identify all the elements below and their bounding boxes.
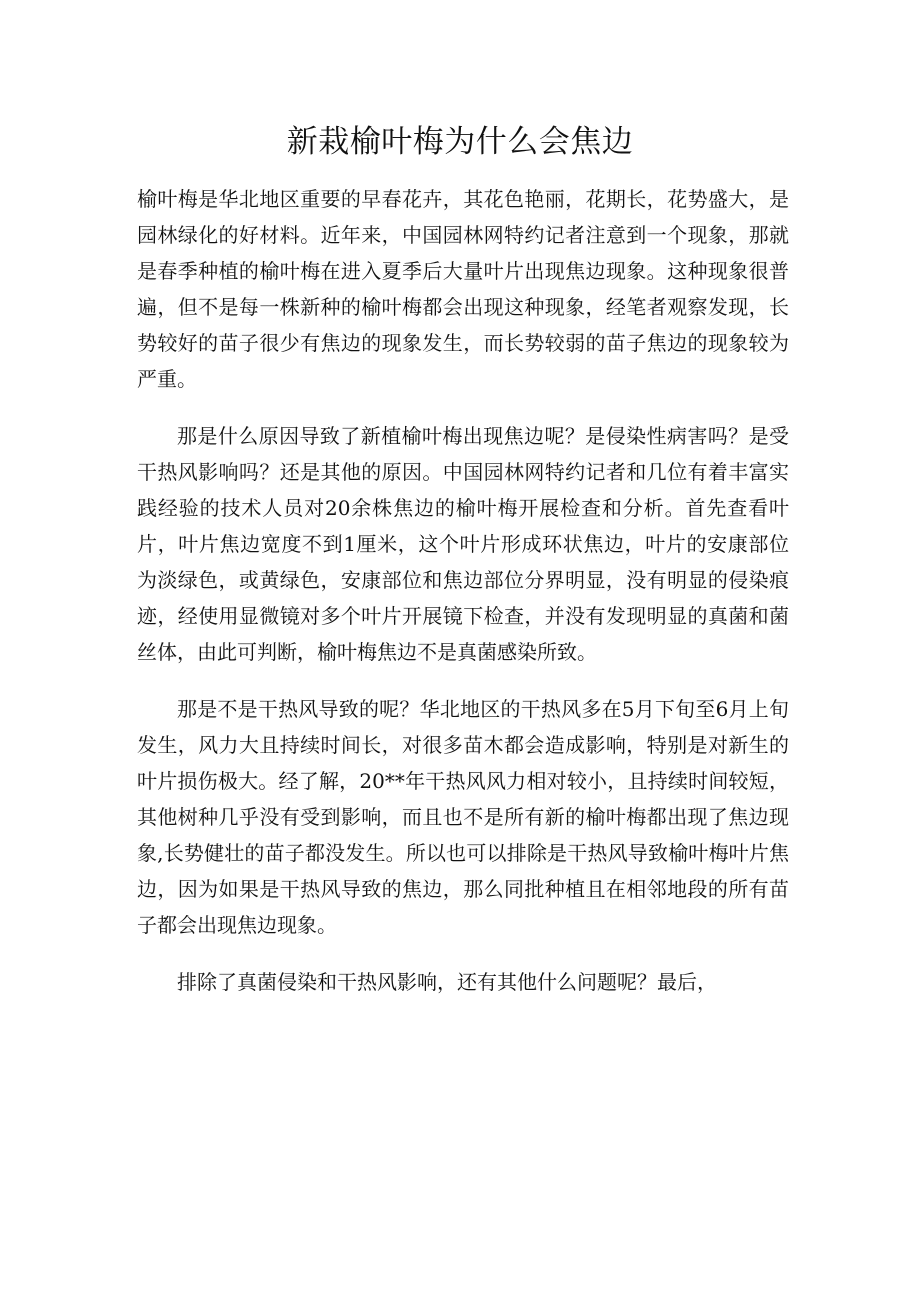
paragraph-4: 排除了真菌侵染和干热风影响，还有其他什么问题呢？最后， xyxy=(177,970,717,994)
document-body xyxy=(137,181,789,1000)
paragraph-2: 那是什么原因导致了新植榆叶梅出现焦边呢？是侵染性病害吗？是受干热风影响吗？还是其他的原因。中国园林网特约记者和几位有着丰富实践经验的技术人员对20余株焦边的榆叶梅开展检查和分析。首先查看叶片，叶片焦边宽度不到1厘米，这个叶片形成环状焦边，叶片的安康部位为淡绿色，或黄绿色，安康部位和焦边部位分界明显，没有明显的侵染痕迹，经使用显微镜对多个叶片开展镜下检查，并没有发现明显的真菌和菌丝体，由此可判断，榆叶梅焦边不是真菌感染所致。 xyxy=(137,424,789,664)
paragraph-3: 那是不是干热风导致的呢？华北地区的干热风多在5月下旬至6月上旬发生，风力大且持续时间长，对很多苗木都会造成影响，特别是对新生的叶片损伤极大。经了解，20**年干热风风力相对较小，且持续时间较短，其他树种几乎没有受到影响，而且也不是所有新的榆叶梅都出现了焦边现象,长势健壮的苗子都没发生。所以也可以排除是干热风导致榆叶梅叶片焦边，因为如果是干热风导致的焦边，那么同批种植且在相邻地段的所有苗子都会出现焦边现象。 xyxy=(137,697,789,937)
document-title: 新栽榆叶梅为什么会焦边 xyxy=(286,124,634,160)
paragraph-1: 榆叶梅是华北地区重要的早春花卉，其花色艳丽，花期长，花势盛大，是园林绿化的好材料。近年来，中国园林网特约记者注意到一个现象，那就是春季种植的榆叶梅在进入夏季后大量叶片出现焦边现象。这种现象很普遍，但不是每一株新种的榆叶梅都会出现这种现象，经笔者观察发现，长势较好的苗子很少有焦边的现象发生，而长势较弱的苗子焦边的现象较为严重。 xyxy=(137,187,789,391)
